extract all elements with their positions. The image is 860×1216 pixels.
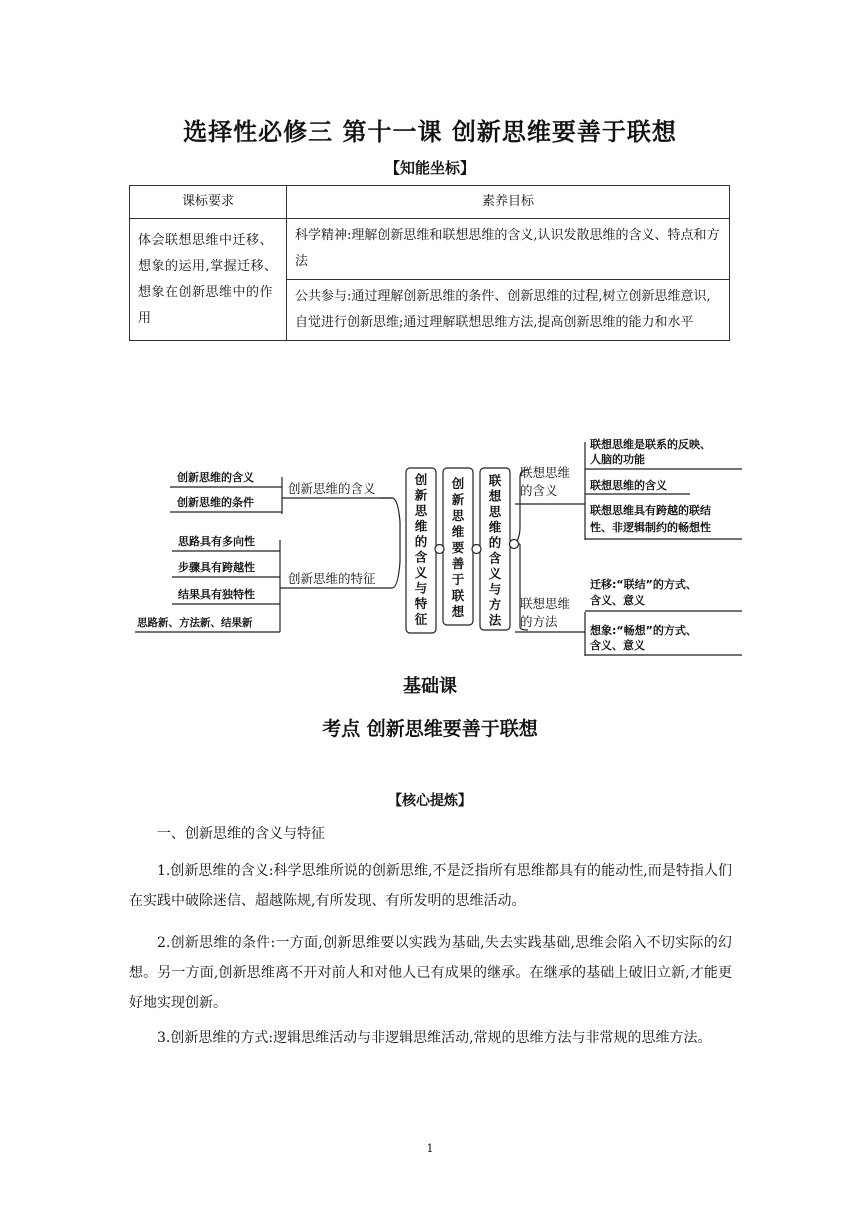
mm-leaf: 人脑的功能 [590, 453, 645, 466]
mm-box-right-label: 联想思维的含义与方法 [488, 473, 502, 628]
mm-branch: 的含义 [520, 483, 558, 498]
mm-leaf: 步骤具有跨越性 [178, 561, 255, 574]
mm-leaf: 含义、意义 [590, 594, 645, 607]
mm-branch: 联想思维 [520, 465, 571, 480]
mm-branch: 联想思维 [520, 596, 571, 611]
section-heading-basic: 基础课 [403, 676, 457, 697]
page-number: 1 [426, 1142, 434, 1155]
paragraph: 2.创新思维的条件:一方面,创新思维要以实践为基础,失去实践基础,思维会陷入不切实际的幻想。另一方面,创新思维离不开对前人和对他人已有成果的继承。在继承的基础上破旧立新,才能更好地实现创新。 [129, 935, 732, 1011]
mm-leaf: 想象:“畅想”的方式、 [590, 624, 697, 637]
mm-branch: 的方法 [520, 614, 558, 629]
mm-box-left-label: 创新思维的含义与特征 [414, 472, 428, 627]
table-header-requirement: 课标要求 [130, 186, 287, 219]
mm-node [435, 545, 444, 554]
mm-node [472, 545, 481, 554]
mm-branch: 创新思维的含义 [288, 481, 376, 496]
mm-leaf: 性、非逻辑制约的畅想性 [590, 521, 711, 534]
paragraph: 一、创新思维的含义与特征 [157, 826, 325, 842]
mm-node [510, 540, 519, 549]
mm-leaf: 联想思维具有跨越的联结 [590, 504, 711, 517]
mm-leaf: 迁移:“联结”的方式、 [590, 578, 697, 591]
mm-leaf: 思路新、方法新、结果新 [137, 617, 253, 629]
mm-box-center-label: 创新思维要善于联想 [451, 476, 465, 619]
table-header-goal: 素养目标 [287, 186, 730, 219]
mm-leaf: 结果具有独特性 [178, 588, 255, 601]
mm-leaf: 创新思维的含义 [177, 471, 254, 484]
mm-leaf: 创新思维的条件 [177, 496, 254, 509]
table-cell-requirement: 体会联想思维中迁移、想象的运用,掌握迁移、想象在创新思维中的作用 [130, 219, 287, 341]
mm-leaf: 含义、意义 [590, 639, 645, 652]
section-heading-topic: 考点 创新思维要善于联想 [322, 718, 538, 740]
table-cell-goal1: 科学精神:理解创新思维和联想思维的含义,认识发散思维的含义、特点和方法 [287, 219, 730, 280]
section-subtitle: 【知能坐标】 [384, 159, 475, 177]
core-heading: 【核心提炼】 [388, 793, 472, 809]
mm-leaf: 联想思维的含义 [590, 479, 667, 492]
goals-table [129, 185, 730, 341]
mind-map [130, 432, 745, 660]
paragraph: 3.创新思维的方式:逻辑思维活动与非逻辑思维活动,常规的思维方法与非常规的思维方法。 [157, 1030, 712, 1046]
page-title: 选择性必修三 第十一课 创新思维要善于联想 [183, 118, 677, 146]
mm-branch: 创新思维的特征 [288, 571, 376, 586]
table-cell-goal2: 公共参与:通过理解创新思维的条件、创新思维的过程,树立创新思维意识,自觉进行创新思维;通过理解联想思维方法,提高创新思维的能力和水平 [287, 280, 730, 341]
paragraph: 1.创新思维的含义:科学思维所说的创新思维,不是泛指所有思维都具有的能动性,而是特指人们在实践中破除迷信、超越陈规,有所发现、有所发明的思维活动。 [129, 863, 732, 909]
mm-leaf: 联想思维是联系的反映、 [590, 438, 711, 451]
mm-leaf: 思路具有多向性 [178, 535, 255, 548]
